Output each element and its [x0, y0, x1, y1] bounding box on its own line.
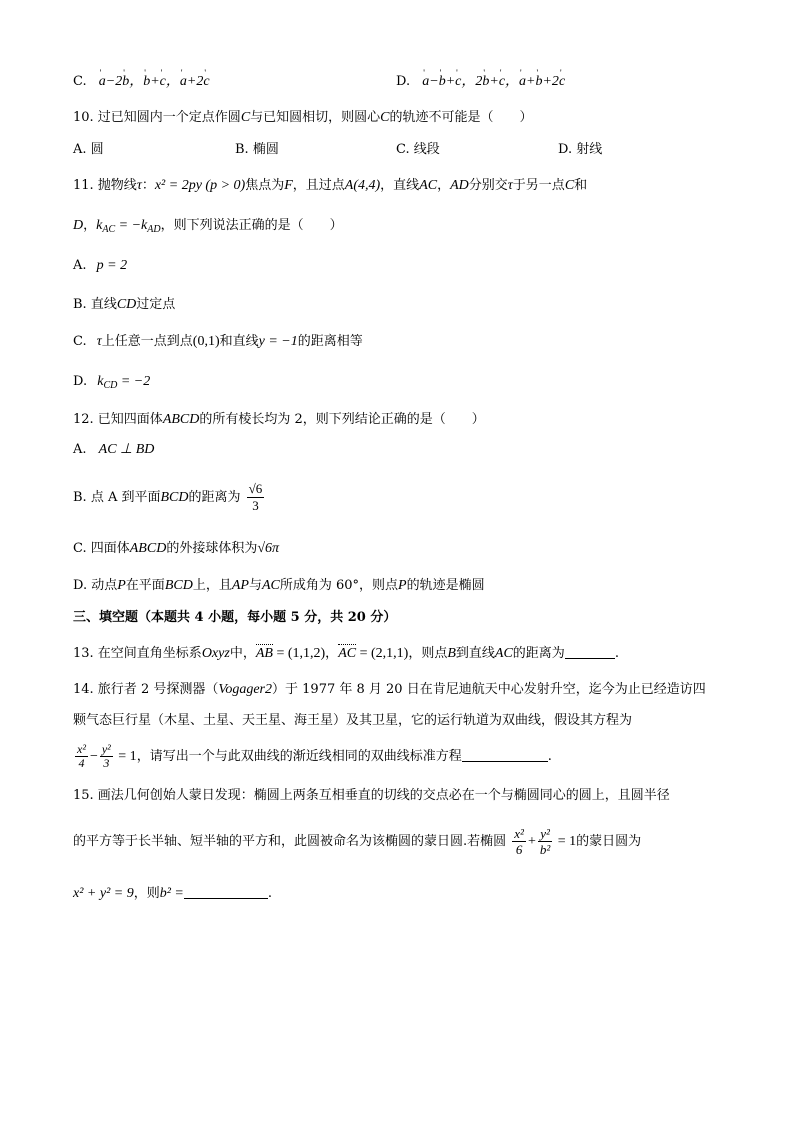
q11-text: ， [437, 178, 451, 193]
q10-option-a: A. 圆 [73, 142, 104, 157]
coord-system: Oxyz [201, 646, 230, 661]
option-d-math [422, 74, 565, 89]
var-p: P [117, 578, 126, 593]
vec-c: ' c [160, 72, 166, 92]
math-op: +2 [542, 74, 559, 89]
var-tau: τ [507, 178, 513, 193]
q14-text: . [547, 749, 552, 764]
q10-text: 的轨迹不可能是（ ） [389, 110, 533, 125]
q15-text: 的平方等于长半轴、短半轴的平方和，此圆被命名为该椭圆的蒙日圆.若椭圆 [73, 834, 507, 849]
line-cd: CD [116, 297, 137, 312]
option-math: p = 2 [96, 258, 128, 273]
slope-subscript: AC [102, 224, 116, 235]
slope-condition [96, 218, 160, 233]
option-text: B. 直线 [73, 297, 117, 312]
option-math [97, 374, 150, 389]
option-label: D. [73, 374, 88, 389]
q14-line1 [73, 680, 706, 700]
q10-option-c: C. 线段 [396, 142, 440, 157]
vector-ab-value: = (1,1,2) [272, 646, 326, 661]
line-ap: AP [231, 578, 249, 593]
var-p: P [398, 578, 407, 593]
b-squared: b² = [159, 886, 184, 901]
fraction-denominator: b² [539, 842, 551, 857]
option-label: D. [396, 74, 411, 89]
q13-text: 中， [229, 646, 256, 661]
q14-text: ）于 1977 年 8 月 20 日在肯尼迪航天中心发射升空，迄今为止已经造访四 [272, 682, 706, 697]
q12-text: 12. 已知四面体 [73, 412, 163, 427]
math-op: − [89, 749, 98, 764]
vec-a: ' a [422, 72, 429, 92]
option-text: 的距离相等 [297, 334, 363, 349]
math-op: + [445, 74, 456, 89]
q13-text: . [614, 646, 619, 661]
q12-option-c [73, 539, 279, 559]
option-text: 过定点 [136, 297, 176, 312]
answer-blank[interactable] [565, 658, 615, 659]
q11-text: ，则下列说法正确的是（ ） [160, 218, 343, 233]
line-ac: AC [261, 578, 280, 593]
var-c: C [564, 178, 575, 193]
var-d: D [73, 218, 84, 233]
q11-text: 于另一点 [512, 178, 565, 193]
slope-k: = −k [115, 218, 148, 233]
voyager-name: Vogager2 [218, 682, 273, 697]
q11-text: 11. 抛物线 [73, 178, 137, 193]
q15-line2 [73, 822, 641, 862]
option-text: 与 [248, 578, 262, 593]
q11-text: 分别交 [468, 178, 508, 193]
q10-stem [73, 108, 533, 128]
answer-blank[interactable] [462, 761, 548, 762]
fraction-denominator: 3 [252, 498, 259, 513]
plane-bcd: BCD [164, 578, 193, 593]
q10-text: 与已知圆相切，则圆心 [250, 110, 381, 125]
option-text: 的轨迹是椭圆 [406, 578, 485, 593]
option-text: 的距离为 [188, 490, 241, 505]
q12-text: 的所有棱长均为 2，则下列结论正确的是（ ） [199, 412, 485, 427]
q13-stem [73, 644, 619, 664]
line-ad: AD [450, 178, 469, 193]
q10-option-d: D. 射线 [558, 142, 603, 157]
q11-text: ， [83, 218, 97, 233]
q10-text: 10. 过已知圆内一个定点作圆 [73, 110, 241, 125]
q15-line3 [73, 884, 272, 904]
var-c: C [380, 110, 390, 125]
fraction-denominator: 6 [515, 842, 523, 857]
tetrahedron-abcd: ABCD [129, 541, 167, 556]
q13-text: ，则点 [408, 646, 448, 661]
q15-text: . [267, 886, 273, 901]
math-op: −2 [105, 74, 123, 89]
q14-line2: 颗气态巨行星（木星、土星、天王星、海王星）及其卫星，它的运行轨道为双曲线，假设其方程为 [73, 713, 633, 728]
q11-option-d [73, 372, 150, 396]
q13-text: 的距离为 [512, 646, 565, 661]
q13-text: ， [325, 646, 339, 661]
vec-b: ' b [122, 72, 129, 92]
math-sep: ， [129, 74, 144, 89]
vec-c: ' c [455, 72, 461, 92]
option-text: C. 四面体 [73, 541, 130, 556]
math-op: +2 [186, 74, 204, 89]
fraction-sqrt6-over-3 [247, 481, 265, 514]
vec-b: ' b [535, 72, 542, 92]
option-c-math [99, 74, 210, 89]
vec-c: ' c [559, 72, 565, 92]
vec-a: ' a [99, 72, 106, 92]
section-heading: 三、填空题（本题共 4 小题，每小题 5 分，共 20 分） [73, 610, 397, 625]
option-math: AC ⊥ BD [98, 442, 155, 457]
math-op: + [489, 74, 499, 89]
var-f: F [284, 178, 293, 193]
point-0-1: (0,1) [192, 334, 220, 349]
vector-ab: AB [255, 646, 273, 661]
option-text: B. 点 A 到平面 [73, 490, 161, 505]
var-tau: τ [136, 178, 142, 193]
var-c: C [240, 110, 251, 125]
slope-k: k [97, 374, 104, 389]
fraction-x2-over-4 [75, 743, 88, 770]
q11-text: 和 [574, 178, 588, 193]
vec-b: ' b [143, 72, 150, 92]
tetrahedron-abcd: ABCD [162, 412, 200, 427]
vec-b: ' b [482, 72, 489, 92]
q15-text: ，则 [133, 886, 160, 901]
parabola-equation: x² = 2py (p > 0) [154, 178, 246, 193]
math-sep: ，2 [461, 74, 483, 89]
slope-subscript: AD [147, 224, 161, 235]
fraction-numerator: √6 [248, 481, 263, 496]
q11-option-c [73, 332, 363, 352]
q12-option-a [73, 440, 154, 460]
q11-option-a [73, 256, 127, 276]
fraction-numerator: x² [514, 826, 524, 841]
equation-rhs: = 1 [114, 749, 137, 764]
option-label: C. [73, 334, 87, 349]
q9-option-d [396, 72, 565, 92]
option-text: 所成角为 60°，则点 [279, 578, 399, 593]
vector-ac: AC [338, 646, 357, 661]
math-op: + [150, 74, 160, 89]
q14-line3 [73, 740, 552, 774]
option-text: 上任意一点到点 [101, 334, 193, 349]
q11-stem-line1 [73, 176, 587, 196]
fraction-y2-over-3 [100, 743, 113, 770]
q12-option-b [73, 478, 266, 518]
plane-bcd: BCD [160, 490, 189, 505]
q11-stem-line2 [73, 216, 343, 240]
q13-text: 到直线 [455, 646, 495, 661]
vec-c: ' c [499, 72, 505, 92]
vec-b: ' b [439, 72, 446, 92]
math-op: + [526, 74, 536, 89]
q14-text: ，请写出一个与此双曲线的渐近线相同的双曲线标准方程 [136, 749, 462, 764]
option-text: 在平面 [125, 578, 165, 593]
vec-c: ' c [203, 72, 209, 92]
option-label: C. [73, 74, 87, 89]
slope-value: = −2 [117, 374, 151, 389]
q11-text: ，且过点 [292, 178, 345, 193]
fraction-denominator: 3 [103, 756, 110, 770]
q9-option-c [73, 72, 210, 92]
fraction-numerator: y² [101, 742, 111, 756]
vec-a: ' a [180, 72, 187, 92]
q11-option-b [73, 295, 175, 315]
line-ac: AC [494, 646, 513, 661]
fraction-numerator: y² [538, 826, 552, 842]
q10-option-b: B. 椭圆 [235, 142, 279, 157]
circle-equation: x² + y² = 9 [73, 886, 134, 901]
slope-k: k [96, 218, 103, 233]
point-a: A(4,4) [344, 178, 381, 193]
option-label: A. [73, 442, 87, 457]
var-tau: τ [96, 334, 102, 349]
math-op: − [429, 74, 439, 89]
line-equation: y = −1 [258, 334, 298, 349]
math-sep: ， [165, 74, 180, 89]
q15-text: 的蒙日圆为 [576, 834, 642, 849]
q14-text: 14. 旅行者 2 号探测器（ [73, 682, 219, 697]
fraction-y2-over-b2 [538, 826, 552, 857]
slope-subscript: CD [103, 380, 118, 391]
equation-rhs: = 1 [554, 834, 577, 849]
vec-a: ' a [519, 72, 526, 92]
answer-blank[interactable] [184, 898, 268, 899]
line-ac: AC [419, 178, 438, 193]
q12-stem [73, 410, 485, 430]
q11-text: ，直线 [380, 178, 420, 193]
math-op: + [527, 834, 536, 849]
q12-option-d [73, 576, 485, 596]
option-label: A. [73, 258, 87, 273]
q13-text: 13. 在空间直角坐标系 [73, 646, 202, 661]
point-b: B [447, 646, 456, 661]
sphere-volume: √6π [257, 541, 280, 556]
option-text: D. 动点 [73, 578, 118, 593]
fraction-numerator: x² [77, 742, 86, 756]
option-text: 上，且 [192, 578, 232, 593]
math-sep: ， [505, 74, 520, 89]
q11-text: ： [141, 178, 155, 193]
q15-line1: 15. 画法几何创始人蒙日发现：椭圆上两条互相垂直的切线的交点必在一个与椭圆同心的圆上，且圆半径 [73, 788, 670, 803]
q11-text: 焦点为 [245, 178, 285, 193]
vector-ac-value: = (2,1,1) [356, 646, 409, 661]
option-text: 的外接球体积为 [166, 541, 258, 556]
option-text: 和直线 [219, 334, 259, 349]
fraction-x2-over-6 [512, 826, 526, 857]
fraction-denominator: 4 [78, 756, 85, 770]
